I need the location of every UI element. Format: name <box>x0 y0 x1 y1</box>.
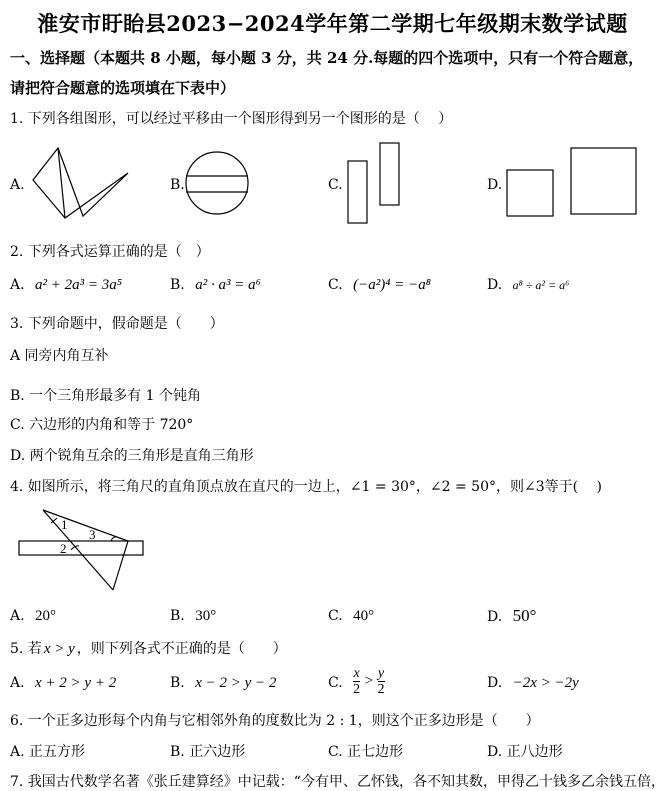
angle-1-label: 1 <box>61 517 68 532</box>
q1-option-d-label: D. <box>487 177 503 193</box>
q5-option-c <box>328 667 385 697</box>
q4-option-c <box>328 608 374 625</box>
denominator: 2 <box>377 682 385 697</box>
q6-option-a: A. 正五方形 <box>10 744 86 760</box>
q5-option-d <box>487 675 579 692</box>
option-expression: x − 2 > y − 2 <box>195 675 277 691</box>
q1-figure-b <box>186 143 252 223</box>
option-label: B. <box>170 608 185 624</box>
q1-option-a-label: A. <box>10 177 25 193</box>
q4-figure-ruler-triangle <box>15 505 150 595</box>
option-expression: x + 2 > y + 2 <box>35 675 117 691</box>
option-label: A. <box>10 608 25 624</box>
denominator: 2 <box>353 682 361 697</box>
option-label: A. <box>10 277 25 293</box>
option-expression: −2x > −2y <box>512 675 579 691</box>
q6-option-c: C. 正七边形 <box>328 744 404 760</box>
question-1-stem: 1. 下列各组图形，可以经过平移由一个图形得到另一个图形的是（ ） <box>10 111 453 127</box>
q1-figure-c <box>345 140 405 230</box>
q5-option-a <box>10 675 116 692</box>
option-label: B. <box>170 277 185 293</box>
q3-option-a: A 同旁内角互补 <box>10 348 109 364</box>
q4-option-b <box>170 608 216 625</box>
q6-option-b: B. 正六边形 <box>170 744 246 760</box>
q1-option-b-label: B. <box>170 177 185 193</box>
fraction-x-over-2 <box>353 667 360 697</box>
option-value: 40° <box>353 608 375 624</box>
option-label: C. <box>328 675 343 691</box>
q3-option-d: D. 两个锐角互余的三角形是直角三角形 <box>10 448 254 464</box>
q4-option-d <box>487 606 536 626</box>
question-6-stem: 6. 一个正多边形每个内角与它相邻外角的度数比为 2 : 1，则这个正多边形是（ ） <box>10 713 540 729</box>
question-3-stem: 3. 下列命题中，假命题是（ ） <box>10 316 224 332</box>
question-5-stem <box>10 638 287 658</box>
option-expression: (−a²)⁴ = −a⁸ <box>353 277 431 293</box>
q2-option-d <box>487 277 569 293</box>
option-value: 50° <box>512 606 537 625</box>
option-expression: a² · a³ = a⁶ <box>195 277 261 293</box>
q2-option-b <box>170 277 261 294</box>
page-title: 淮安市盱眙县2023−2024学年第二学期七年级期末数学试题 <box>37 11 628 36</box>
option-label: D. <box>487 609 503 625</box>
q4-option-a <box>10 608 56 625</box>
question-4-stem: 4. 如图所示，将三角尺的直角顶点放在直尺的一边上，∠1 = 30°，∠2 = 50°，则∠3等于( ) <box>10 479 602 495</box>
q3-option-b: B. 一个三角形最多有 1 个钝角 <box>10 388 201 404</box>
option-value: 30° <box>195 608 217 624</box>
stem-suffix: ，则下列各式不正确的是（ ） <box>76 641 287 657</box>
section-heading-line2: 请把符合题意的选项填在下表中） <box>10 79 236 97</box>
q3-option-c: C. 六边形的内角和等于 720° <box>10 417 194 433</box>
q1-figure-d <box>505 146 641 218</box>
numerator: y <box>377 666 385 681</box>
q2-option-c <box>328 277 431 294</box>
option-value: 20° <box>35 608 57 624</box>
q2-option-a <box>10 277 122 294</box>
fraction-y-over-2 <box>378 667 385 697</box>
q5-option-b <box>170 675 276 692</box>
angle-2-label: 2 <box>60 541 67 556</box>
numerator: x <box>353 666 360 681</box>
option-label: D. <box>487 277 503 293</box>
stem-prefix: 5. 若 <box>10 641 42 657</box>
section-heading-line1: 一、选择题（本题共 8 小题，每小题 3 分，共 24 分.每题的四个选项中，只有一个符合题意， <box>10 49 644 67</box>
option-label: C. <box>328 277 343 293</box>
option-label: D. <box>487 675 503 691</box>
q1-option-c-label: C. <box>328 177 343 193</box>
stem-math: x > y <box>43 641 75 657</box>
question-7-stem: 7. 我国古代数学名著《张丘建算经》中记载：“今有甲、乙怀钱，各不知其数，甲得乙十钱多乙余钱五倍， <box>10 774 665 790</box>
q1-figure-a <box>25 143 135 223</box>
option-expression: a⁸ ÷ a² = a⁶ <box>512 278 570 292</box>
option-label: A. <box>10 675 25 691</box>
option-label: B. <box>170 675 185 691</box>
q6-option-d: D. 正八边形 <box>487 744 563 760</box>
question-2-stem: 2. 下列各式运算正确的是（ ） <box>10 244 210 260</box>
option-label: C. <box>328 608 343 624</box>
option-expression: a² + 2a³ = 3a⁵ <box>35 277 122 293</box>
angle-3-label: 3 <box>89 527 96 542</box>
comparison-operator: > <box>364 673 374 689</box>
